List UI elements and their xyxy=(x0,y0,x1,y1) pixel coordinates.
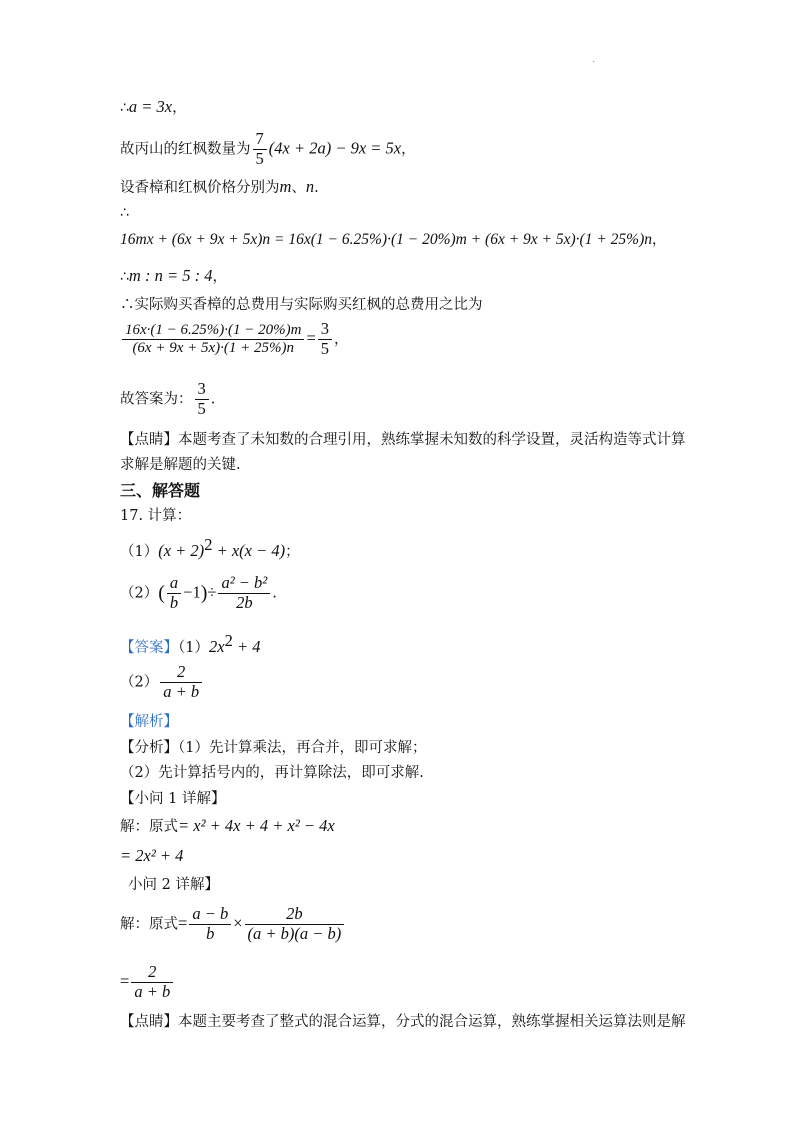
fraction-3-5 xyxy=(195,380,209,419)
expression: 2x xyxy=(208,636,225,656)
text: 故答案为： xyxy=(120,391,193,408)
denominator: 5 xyxy=(320,338,330,358)
big-fraction xyxy=(122,322,304,358)
numerator: 3 xyxy=(318,320,332,340)
therefore-line xyxy=(120,204,129,223)
therefore-symbol: ∴ xyxy=(120,205,129,221)
numerator: a − b xyxy=(189,905,231,925)
part-label: （2） xyxy=(120,585,159,602)
punctuation: ， xyxy=(652,232,666,248)
expression: + 4 xyxy=(232,636,261,656)
numerator: 7 xyxy=(253,130,267,150)
numerator: 3 xyxy=(195,380,209,400)
fenxi-2: （2）先计算括号内的，再计算除法，即可求解. xyxy=(120,765,424,781)
comment-continued xyxy=(120,456,241,474)
denominator: (a + b)(a − b) xyxy=(247,923,342,943)
ratio-statement xyxy=(120,296,483,314)
expression: (x + 2) xyxy=(158,540,205,560)
expression: + x(x − 4) xyxy=(212,540,286,560)
cost-equation xyxy=(120,230,666,250)
numerator: a xyxy=(167,574,181,594)
equation: 16mx + (6x + 9x + 5x)n = 16x(1 − 6.25%)·(1 − 20%)m + (6x + 9x + 5x)·(1 + 25%)n xyxy=(120,231,652,248)
numerator: 2 xyxy=(160,663,202,683)
text: （1）先计算乘法，再合并，即可求解； xyxy=(178,740,427,756)
comment xyxy=(120,431,686,449)
times: × xyxy=(233,913,243,933)
solution-1-result xyxy=(120,846,183,867)
fraction-2b xyxy=(245,905,345,944)
equals: = xyxy=(306,328,316,348)
solution-1 xyxy=(120,816,335,837)
numerator: 2 xyxy=(131,963,173,983)
part-label: （1） xyxy=(120,543,159,560)
separator: 、 xyxy=(291,180,306,196)
close-paren: ) xyxy=(200,581,208,604)
question-17-label: 17. 计算： xyxy=(120,508,192,524)
bingshan-maple-count xyxy=(120,130,416,169)
question-17-part-1 xyxy=(120,535,300,561)
solution-2 xyxy=(120,905,346,944)
var-m: m xyxy=(279,177,292,196)
divide: ÷ xyxy=(207,582,217,602)
decorative-dot: . xyxy=(592,54,596,65)
punctuation: ； xyxy=(285,543,300,560)
comment-tag: 【点睛】 xyxy=(120,1014,178,1030)
punctuation: ， xyxy=(212,269,227,285)
comment-text: 本题考查了未知数的合理引用，熟练掌握未知数的科学设置，灵活构造等式计算 xyxy=(178,432,686,448)
denominator: b xyxy=(169,592,179,612)
denominator: (6x + 9x + 5x)·(1 + 25%)n xyxy=(132,339,295,356)
punctuation: . xyxy=(314,180,319,196)
solution-2-result xyxy=(120,963,175,1002)
fraction-7-5 xyxy=(253,130,267,169)
therefore-symbol: ∴ xyxy=(120,100,129,116)
punctuation: ， xyxy=(172,100,187,116)
punctuation: . xyxy=(272,585,277,602)
section-title: 三、解答题 xyxy=(120,481,201,500)
denominator: 5 xyxy=(197,398,206,418)
var-n: n xyxy=(305,177,315,196)
denominator: a + b xyxy=(134,981,171,1001)
text: 设香樟和红枫价格分别为 xyxy=(120,180,280,196)
exponent: 2 xyxy=(224,631,233,650)
text: 解：原式 xyxy=(120,819,178,835)
numerator: a² − b² xyxy=(218,574,270,594)
ratio-m-n xyxy=(120,266,227,287)
answer-1 xyxy=(120,631,260,657)
therefore-a-equals-3x xyxy=(120,97,187,118)
set-prices xyxy=(120,177,319,198)
equation: m : n = 5 : 4 xyxy=(128,266,213,285)
text: ∴实际购买香樟的总费用与实际购买红枫的总费用之比为 xyxy=(120,297,483,313)
part-label: （1） xyxy=(178,639,209,656)
sub-question-2-label: 小问 2 详解】 xyxy=(128,877,219,893)
fraction-2-ab xyxy=(131,963,173,1002)
minus-one: −1 xyxy=(183,582,201,602)
sub-question-1-label: 【小问 1 详解】 xyxy=(120,791,226,807)
numerator: 2b xyxy=(245,905,345,925)
ratio-fraction xyxy=(120,320,349,359)
therefore-symbol: ∴ xyxy=(120,269,129,285)
punctuation: ， xyxy=(334,331,349,348)
fraction-3-5 xyxy=(318,320,332,359)
equals: = xyxy=(178,913,188,933)
denominator: a + b xyxy=(163,681,200,701)
punctuation: ， xyxy=(401,141,416,158)
denominator: b xyxy=(206,923,215,943)
answer-2 xyxy=(120,663,204,702)
comment-text: 本题主要考查了整式的混合运算，分式的混合运算，熟练掌握相关运算法则是解 xyxy=(178,1014,686,1030)
exponent: 2 xyxy=(204,535,213,554)
text: 求解是解题的关键. xyxy=(120,457,241,473)
fraction-a2-b2 xyxy=(218,574,270,613)
answer-tag: 【答案】 xyxy=(120,639,178,656)
part-label: （2） xyxy=(120,674,159,691)
equals: = xyxy=(120,971,130,991)
open-paren: ( xyxy=(158,581,165,604)
analysis-label: 【分析】 xyxy=(120,740,178,756)
fraction-ab-b xyxy=(189,905,231,944)
dianjing-comment xyxy=(120,1013,686,1031)
equation: a = 3x xyxy=(128,97,173,116)
fraction-2-ab xyxy=(160,663,202,702)
expression: = x² + 4x + 4 + x² − 4x xyxy=(178,816,335,835)
numerator: 16x·(1 − 6.25%)·(1 − 20%)m xyxy=(122,322,304,340)
final-answer xyxy=(120,380,215,419)
equation: (4x + 2a) − 9x = 5x xyxy=(268,138,402,158)
text: 解：原式 xyxy=(120,916,178,933)
analysis-tag: 【解析】 xyxy=(120,714,178,730)
comment-tag: 【点睛】 xyxy=(120,432,178,448)
denominator: 5 xyxy=(255,148,264,168)
denominator: 2b xyxy=(236,592,253,612)
question-17-part-2 xyxy=(120,574,277,613)
punctuation: . xyxy=(210,391,216,408)
expression: = 2x² + 4 xyxy=(120,846,184,865)
fenxi-1 xyxy=(120,739,426,757)
fraction-a-b xyxy=(167,574,181,613)
text: 故丙山的红枫数量为 xyxy=(120,141,251,158)
